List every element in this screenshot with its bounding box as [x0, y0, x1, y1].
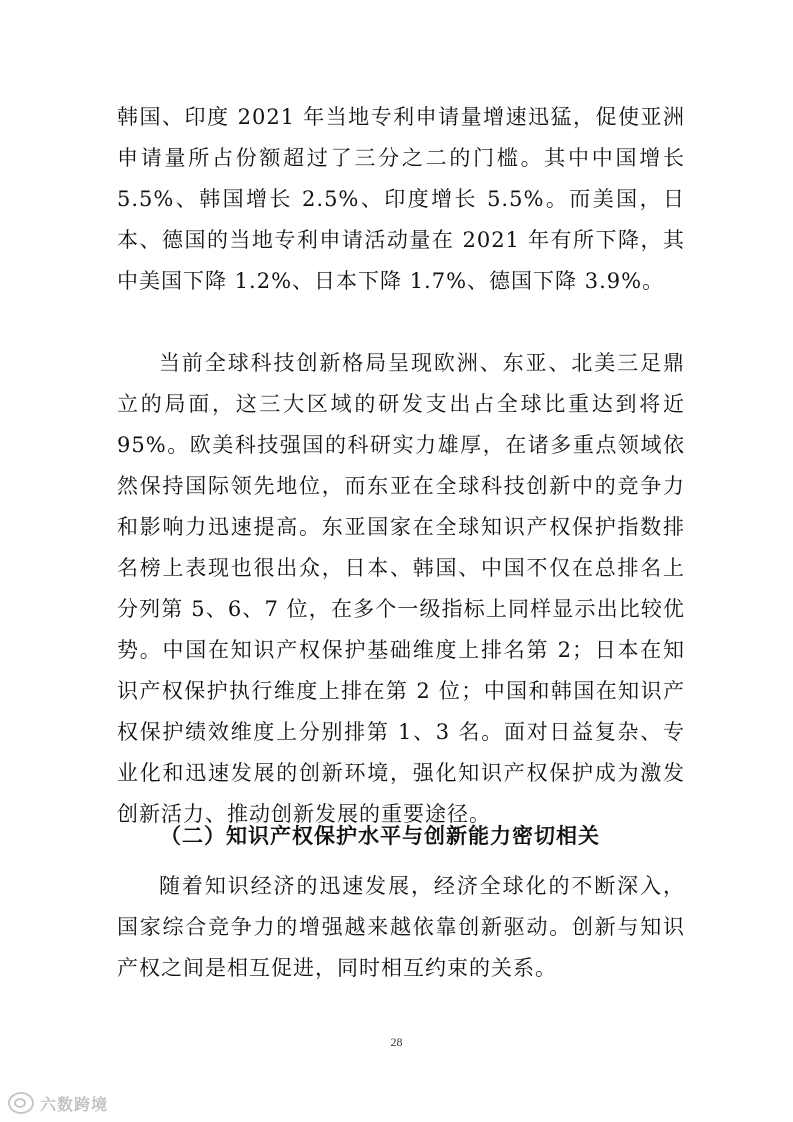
watermark-text: 六数跨境	[40, 1094, 109, 1114]
paragraph-global-innovation: 当前全球科技创新格局呈现欧洲、东亚、北美三足鼎立的局面，这三大区域的研发支出占全球比重达到将近 95%。欧美科技强国的科研实力雄厚，在诸多重点领域依然保持国际领先地位，而东亚在全球科技创新中的竞争力和影响力迅速提高。东亚国家在全球知识产权保护指数排名榜上表现也很出众，日本、韩国、中国不仅在总排名上分列第 5、6、7 位，在多个一级指标上同样显示出比较优势。中国在知识产权保护基础维度上排名第 2；日本在知识产权保护执行维度上排在第 2 位；中国和韩国在知识产权保护绩效维度上分别排第 1、3 名。面对日益复杂、专业化和迅速发展的创新环境，强化知识产权保护成为激发创新活力、推动创新发展的重要途径。	[117, 351, 685, 826]
watermark-logo-icon	[8, 1092, 34, 1114]
section-heading: （二）知识产权保护水平与创新能力密切相关	[160, 824, 600, 848]
watermark	[8, 1090, 108, 1116]
page-number: 28	[390, 1035, 403, 1049]
paragraph-patent-growth: 韩国、印度 2021 年当地专利申请量增速迅猛，促使亚洲申请量所占份额超过了三分之二的门槛。其中中国增长 5.5%、韩国增长 2.5%、印度增长 5.5%。而美国，日本、德国的当地专利申请活动量在 2021 年有所下降，其中美国下降 1.2%、日本下降 1.7%、德国下降 3.9%。	[117, 105, 685, 293]
paragraph-knowledge-economy: 随着知识经济的迅速发展，经济全球化的不断深入，国家综合竞争力的增强越来越依靠创新驱动。创新与知识产权之间是相互促进，同时相互约束的关系。	[117, 874, 685, 980]
